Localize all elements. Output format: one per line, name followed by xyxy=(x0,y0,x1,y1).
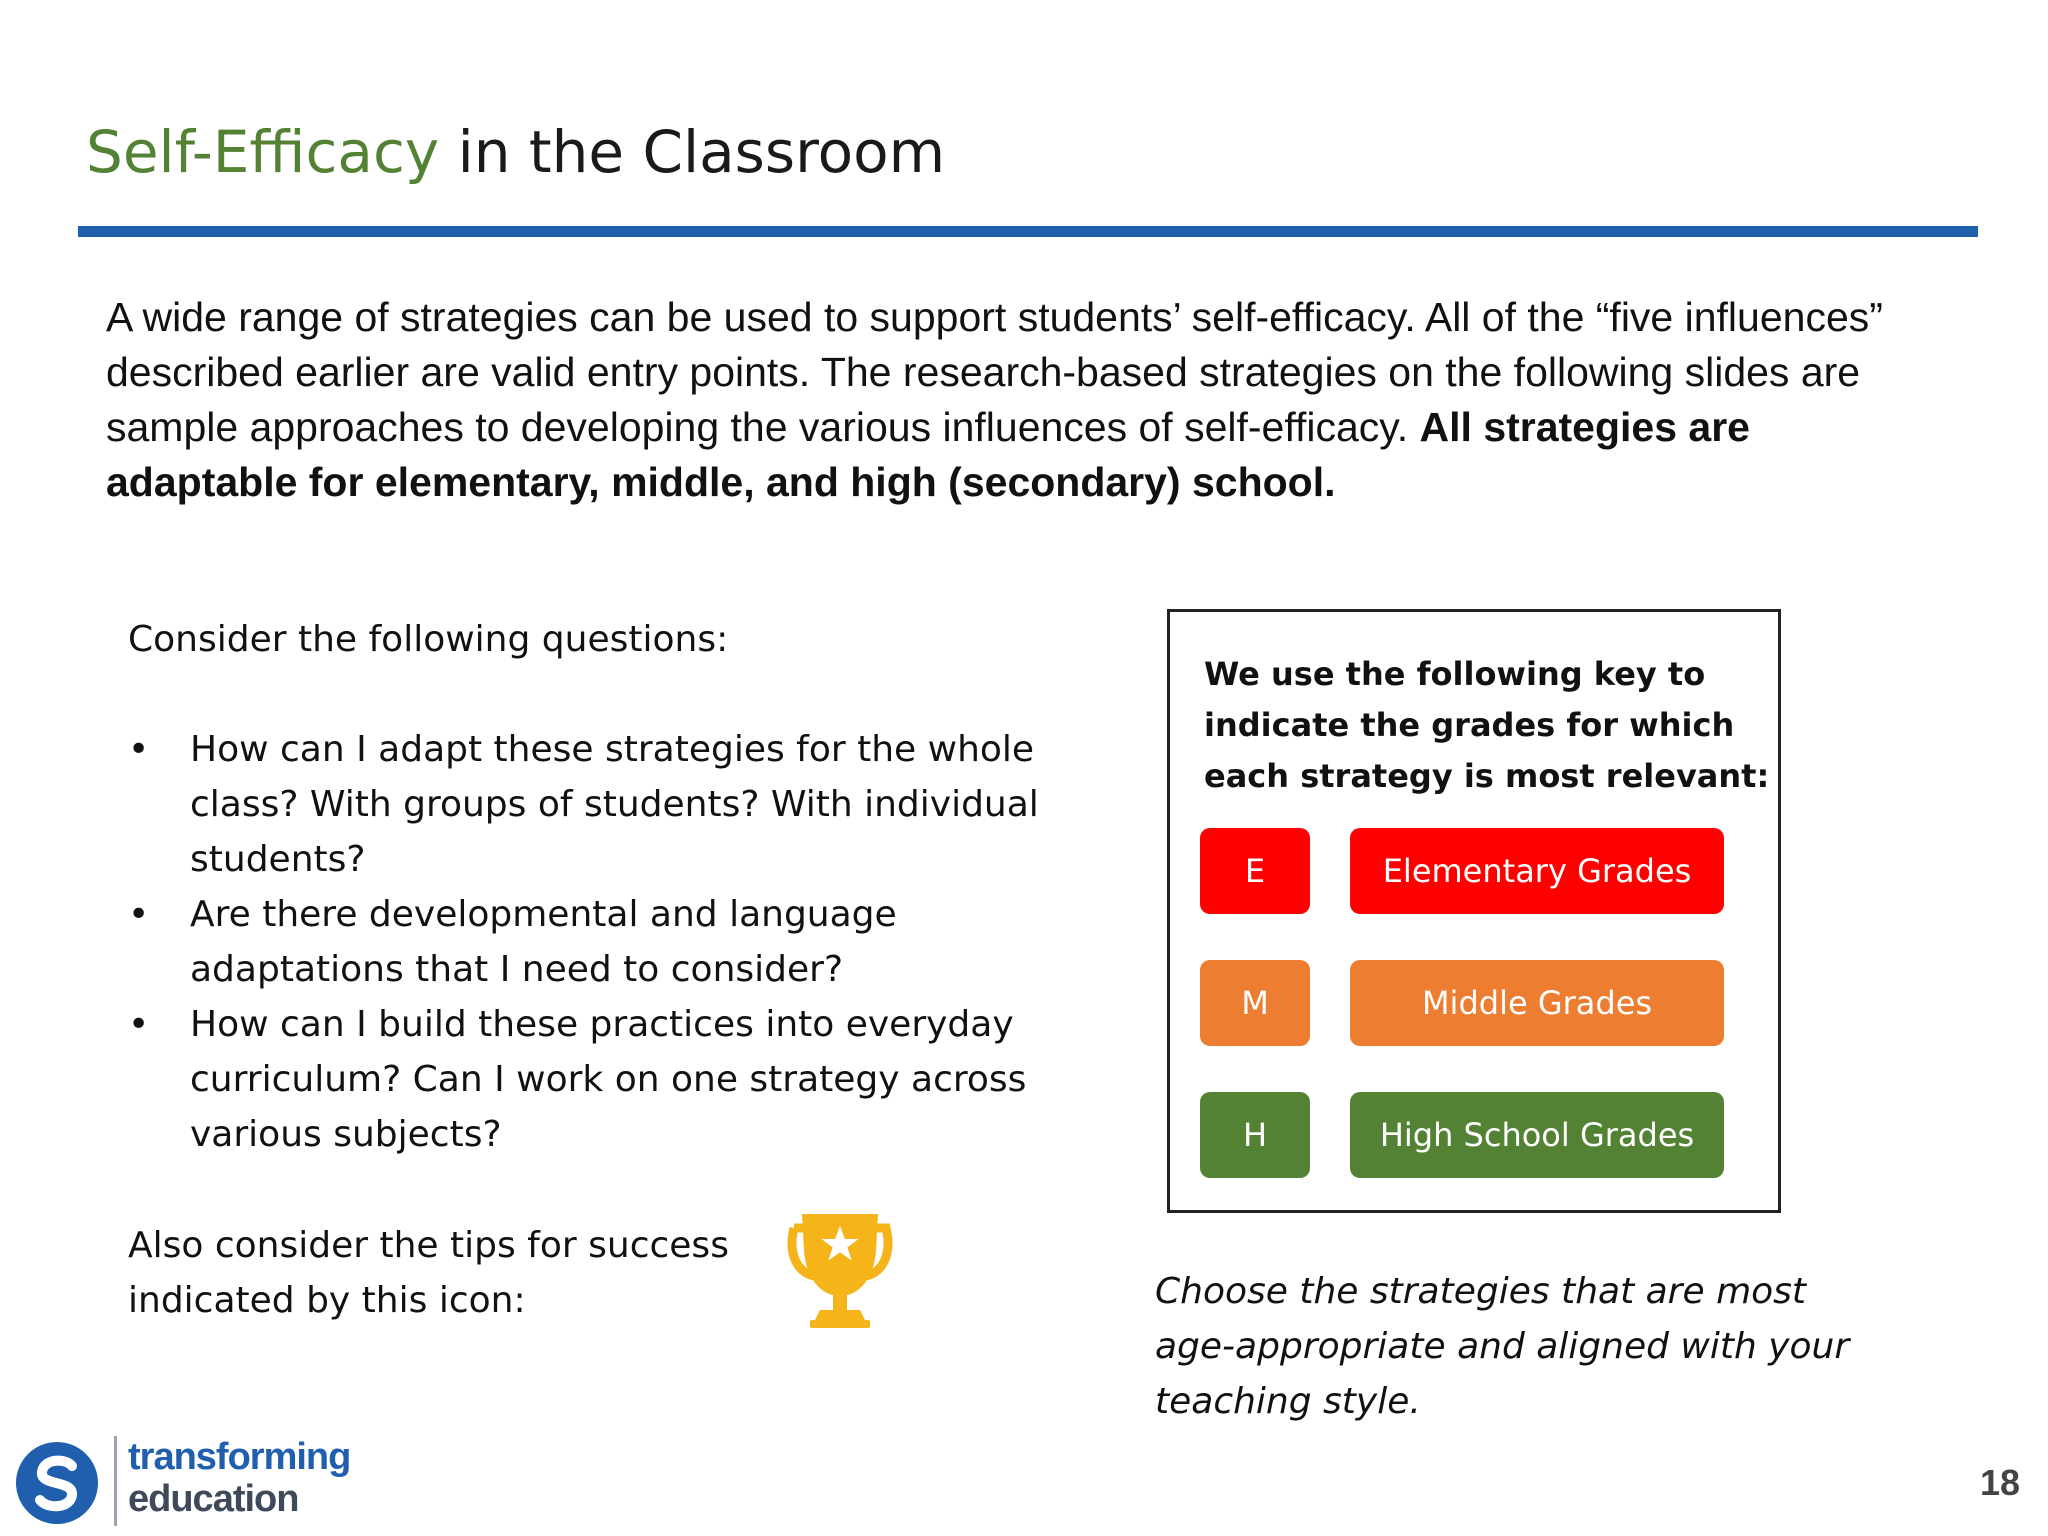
logo-line-education: education xyxy=(128,1478,299,1520)
question-list xyxy=(128,722,1118,1162)
intro-bold-text: All strategies are adaptable for elementary, middle, and high (secondary) school. xyxy=(106,404,1750,505)
question-item xyxy=(128,722,1118,887)
grade-key-box xyxy=(1167,609,1781,1213)
question-item xyxy=(128,887,1118,997)
trophy-icon xyxy=(780,1210,900,1335)
logo-line-transforming: transforming xyxy=(128,1436,351,1478)
logo-divider xyxy=(114,1436,117,1526)
question-text: Are there developmental and language adaptations that I need to consider? xyxy=(190,894,897,990)
question-item xyxy=(128,997,1118,1162)
transforming-education-logo xyxy=(14,1432,384,1532)
question-text: How can I build these practices into everyday curriculum? Can I work on one strategy across various subjects? xyxy=(190,1004,1027,1155)
elementary-badge: E xyxy=(1200,828,1310,914)
intro-paragraph xyxy=(106,290,1926,510)
high-school-badge: H xyxy=(1200,1092,1310,1178)
intro-text: A wide range of strategies can be used to support students’ self-efficacy. All of the “five influences” described earlier are valid entry points. The research-based strategies on the following slides are sample approaches to developing the various influences of self-efficacy. xyxy=(106,294,1883,450)
middle-label: Middle Grades xyxy=(1350,960,1724,1046)
closing-note: Choose the strategies that are most age-appropriate and aligned with your teaching style. xyxy=(1155,1271,1850,1422)
bullet-icon: • xyxy=(128,1004,150,1045)
title-accent: Self-Efficacy xyxy=(86,118,440,186)
key-heading: We use the following key to indicate the grades for which each strategy is most relevant: xyxy=(1204,655,1770,795)
bullet-icon: • xyxy=(128,729,150,770)
tips-text: Also consider the tips for success indicated by this icon: xyxy=(128,1225,729,1321)
title-divider xyxy=(78,226,1978,237)
slide-title xyxy=(86,112,945,192)
questions-section xyxy=(128,612,1118,1162)
question-text: How can I adapt these strategies for the whole class? With groups of students? With individual students? xyxy=(190,729,1039,880)
page-number: 18 xyxy=(1979,1462,2020,1503)
title-rest: in the Classroom xyxy=(439,118,946,186)
elementary-label: Elementary Grades xyxy=(1350,828,1724,914)
logo-mark-icon xyxy=(14,1440,100,1526)
middle-badge: M xyxy=(1200,960,1310,1046)
high-school-label: High School Grades xyxy=(1350,1092,1724,1178)
bullet-icon: • xyxy=(128,894,150,935)
consider-heading: Consider the following questions: xyxy=(128,619,729,660)
